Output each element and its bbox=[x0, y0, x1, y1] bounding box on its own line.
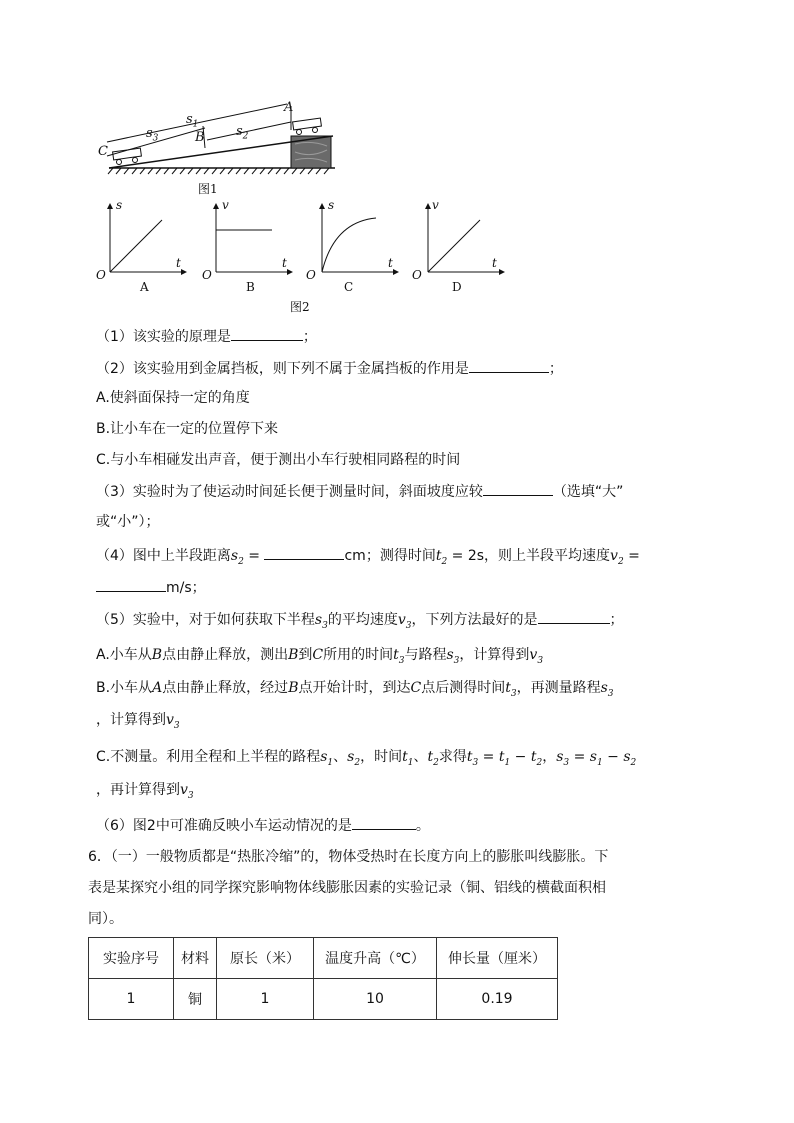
question-1: （1）该实验的原理是 ； bbox=[96, 326, 317, 347]
q5-option-b-line2: ，计算得到$v_3$ bbox=[96, 712, 180, 731]
graph-c-ylabel: s bbox=[328, 198, 335, 212]
question-3: （3）实验时为了使运动时间延长便于测量时间，斜面坡度应较 （选填“大” bbox=[96, 481, 623, 502]
problem-6-line1: 6．（一）一般物质都是“热胀冷缩”的，物体受热时在长度方向上的膨胀叫线膨胀。下 bbox=[88, 849, 609, 865]
answer-blank-4b[interactable] bbox=[96, 577, 166, 592]
question-6: （6）图2中可准确反映小车运动情况的是 。 bbox=[96, 815, 430, 836]
graph-b-ylabel: v bbox=[222, 198, 229, 212]
question-4-line2: m/s； bbox=[96, 577, 206, 598]
label-b: B bbox=[195, 130, 205, 145]
graph-d-label: D bbox=[452, 280, 462, 294]
answer-blank-4a[interactable] bbox=[264, 545, 344, 560]
q5-option-c-line2: ，再计算得到$v_3$ bbox=[96, 782, 194, 801]
q2-option-a: A.使斜面保持一定的角度 bbox=[96, 390, 250, 406]
figure2-caption: 图2 bbox=[290, 300, 310, 314]
graph-d-ylabel: v bbox=[432, 198, 439, 212]
table-cell: 1 bbox=[89, 979, 174, 1020]
q2-option-b: B.让小车在一定的位置停下来 bbox=[96, 421, 279, 437]
table-header: 材料 bbox=[174, 938, 217, 979]
graph-a-label: A bbox=[140, 280, 149, 294]
graph-a-ylabel: s bbox=[116, 198, 123, 212]
label-a: A bbox=[284, 100, 294, 115]
q2-option-c: C.与小车相碰发出声音，便于测出小车行驶相同路程的时间 bbox=[96, 452, 461, 468]
table-header: 实验序号 bbox=[89, 938, 174, 979]
answer-blank-1[interactable] bbox=[231, 326, 303, 341]
table-cell: 1 bbox=[217, 979, 314, 1020]
graph-b-label: B bbox=[246, 280, 255, 294]
figure1-caption: 图1 bbox=[198, 182, 218, 196]
table-cell: 10 bbox=[314, 979, 437, 1020]
graph-b-xlabel: t bbox=[282, 256, 287, 270]
graph-c-xlabel: t bbox=[388, 256, 393, 270]
problem-6-line2: 表是某探究小组的同学探究影响物体线膨胀因素的实验记录（铜、铝线的横截面积相 bbox=[88, 880, 606, 896]
question-2: （2）该实验用到金属挡板，则下列不属于金属挡板的作用是 ； bbox=[96, 358, 563, 379]
label-s1: $s_1$ bbox=[186, 112, 199, 130]
answer-blank-3[interactable] bbox=[483, 481, 553, 496]
graph-b-origin: O bbox=[202, 268, 212, 282]
graph-c-origin: O bbox=[306, 268, 316, 282]
table-header: 原长（米） bbox=[217, 938, 314, 979]
graph-a-xlabel: t bbox=[176, 256, 181, 270]
expansion-table bbox=[88, 937, 558, 1020]
question-4: （4）图中上半段距离$s_2$ = cm；测得时间$t_2 = 2s$，则上半段平均速度$v_2$ = bbox=[96, 545, 640, 572]
q5-option-b: B.小车从A点由静止释放，经过B点开始计时，到达C点后测得时间$t_3$，再测量路程$s_3$ bbox=[96, 680, 614, 699]
question-3-line2: 或“小”）； bbox=[96, 514, 160, 530]
incline-figure bbox=[95, 96, 345, 196]
table-header-row bbox=[89, 938, 558, 979]
graph-a-origin: O bbox=[96, 268, 106, 282]
answer-blank-5[interactable] bbox=[538, 609, 610, 624]
graph-c-axes bbox=[322, 204, 398, 272]
label-s2: $s_2$ bbox=[236, 124, 249, 142]
table-cell: 0.19 bbox=[437, 979, 558, 1020]
answer-blank-6[interactable] bbox=[352, 815, 416, 830]
label-c: C bbox=[98, 144, 108, 159]
table-cell: 铜 bbox=[174, 979, 217, 1020]
graph-b-axes bbox=[216, 204, 292, 272]
table-row bbox=[89, 979, 558, 1020]
question-5: （5）实验中，对于如何获取下半程$s_3$的平均速度$v_3$，下列方法最好的是 ； bbox=[96, 609, 624, 636]
table-header: 温度升高（℃） bbox=[314, 938, 437, 979]
answer-blank-2[interactable] bbox=[469, 358, 549, 373]
q5-option-a: A.小车从B点由静止释放，测出B到C所用的时间$t_3$与路程$s_3$，计算得到$v_3$ bbox=[96, 647, 544, 666]
graph-d-xlabel: t bbox=[492, 256, 497, 270]
cart-at-a bbox=[293, 118, 322, 134]
graph-a-axes bbox=[110, 204, 186, 272]
q5-option-c: C.不测量。利用全程和上半程的路程$s_1$、$s_2$，时间$t_1$、$t_2$求得$t_3 = t_1 - t_2$，$s_3 = s_1 - s_2$ bbox=[96, 749, 637, 768]
graph-c-label: C bbox=[344, 280, 354, 294]
problem-6-line3: 同）。 bbox=[88, 911, 123, 927]
graph-d-origin: O bbox=[412, 268, 422, 282]
table-header: 伸长量（厘米） bbox=[437, 938, 558, 979]
label-s3: $s_3$ bbox=[146, 126, 159, 144]
